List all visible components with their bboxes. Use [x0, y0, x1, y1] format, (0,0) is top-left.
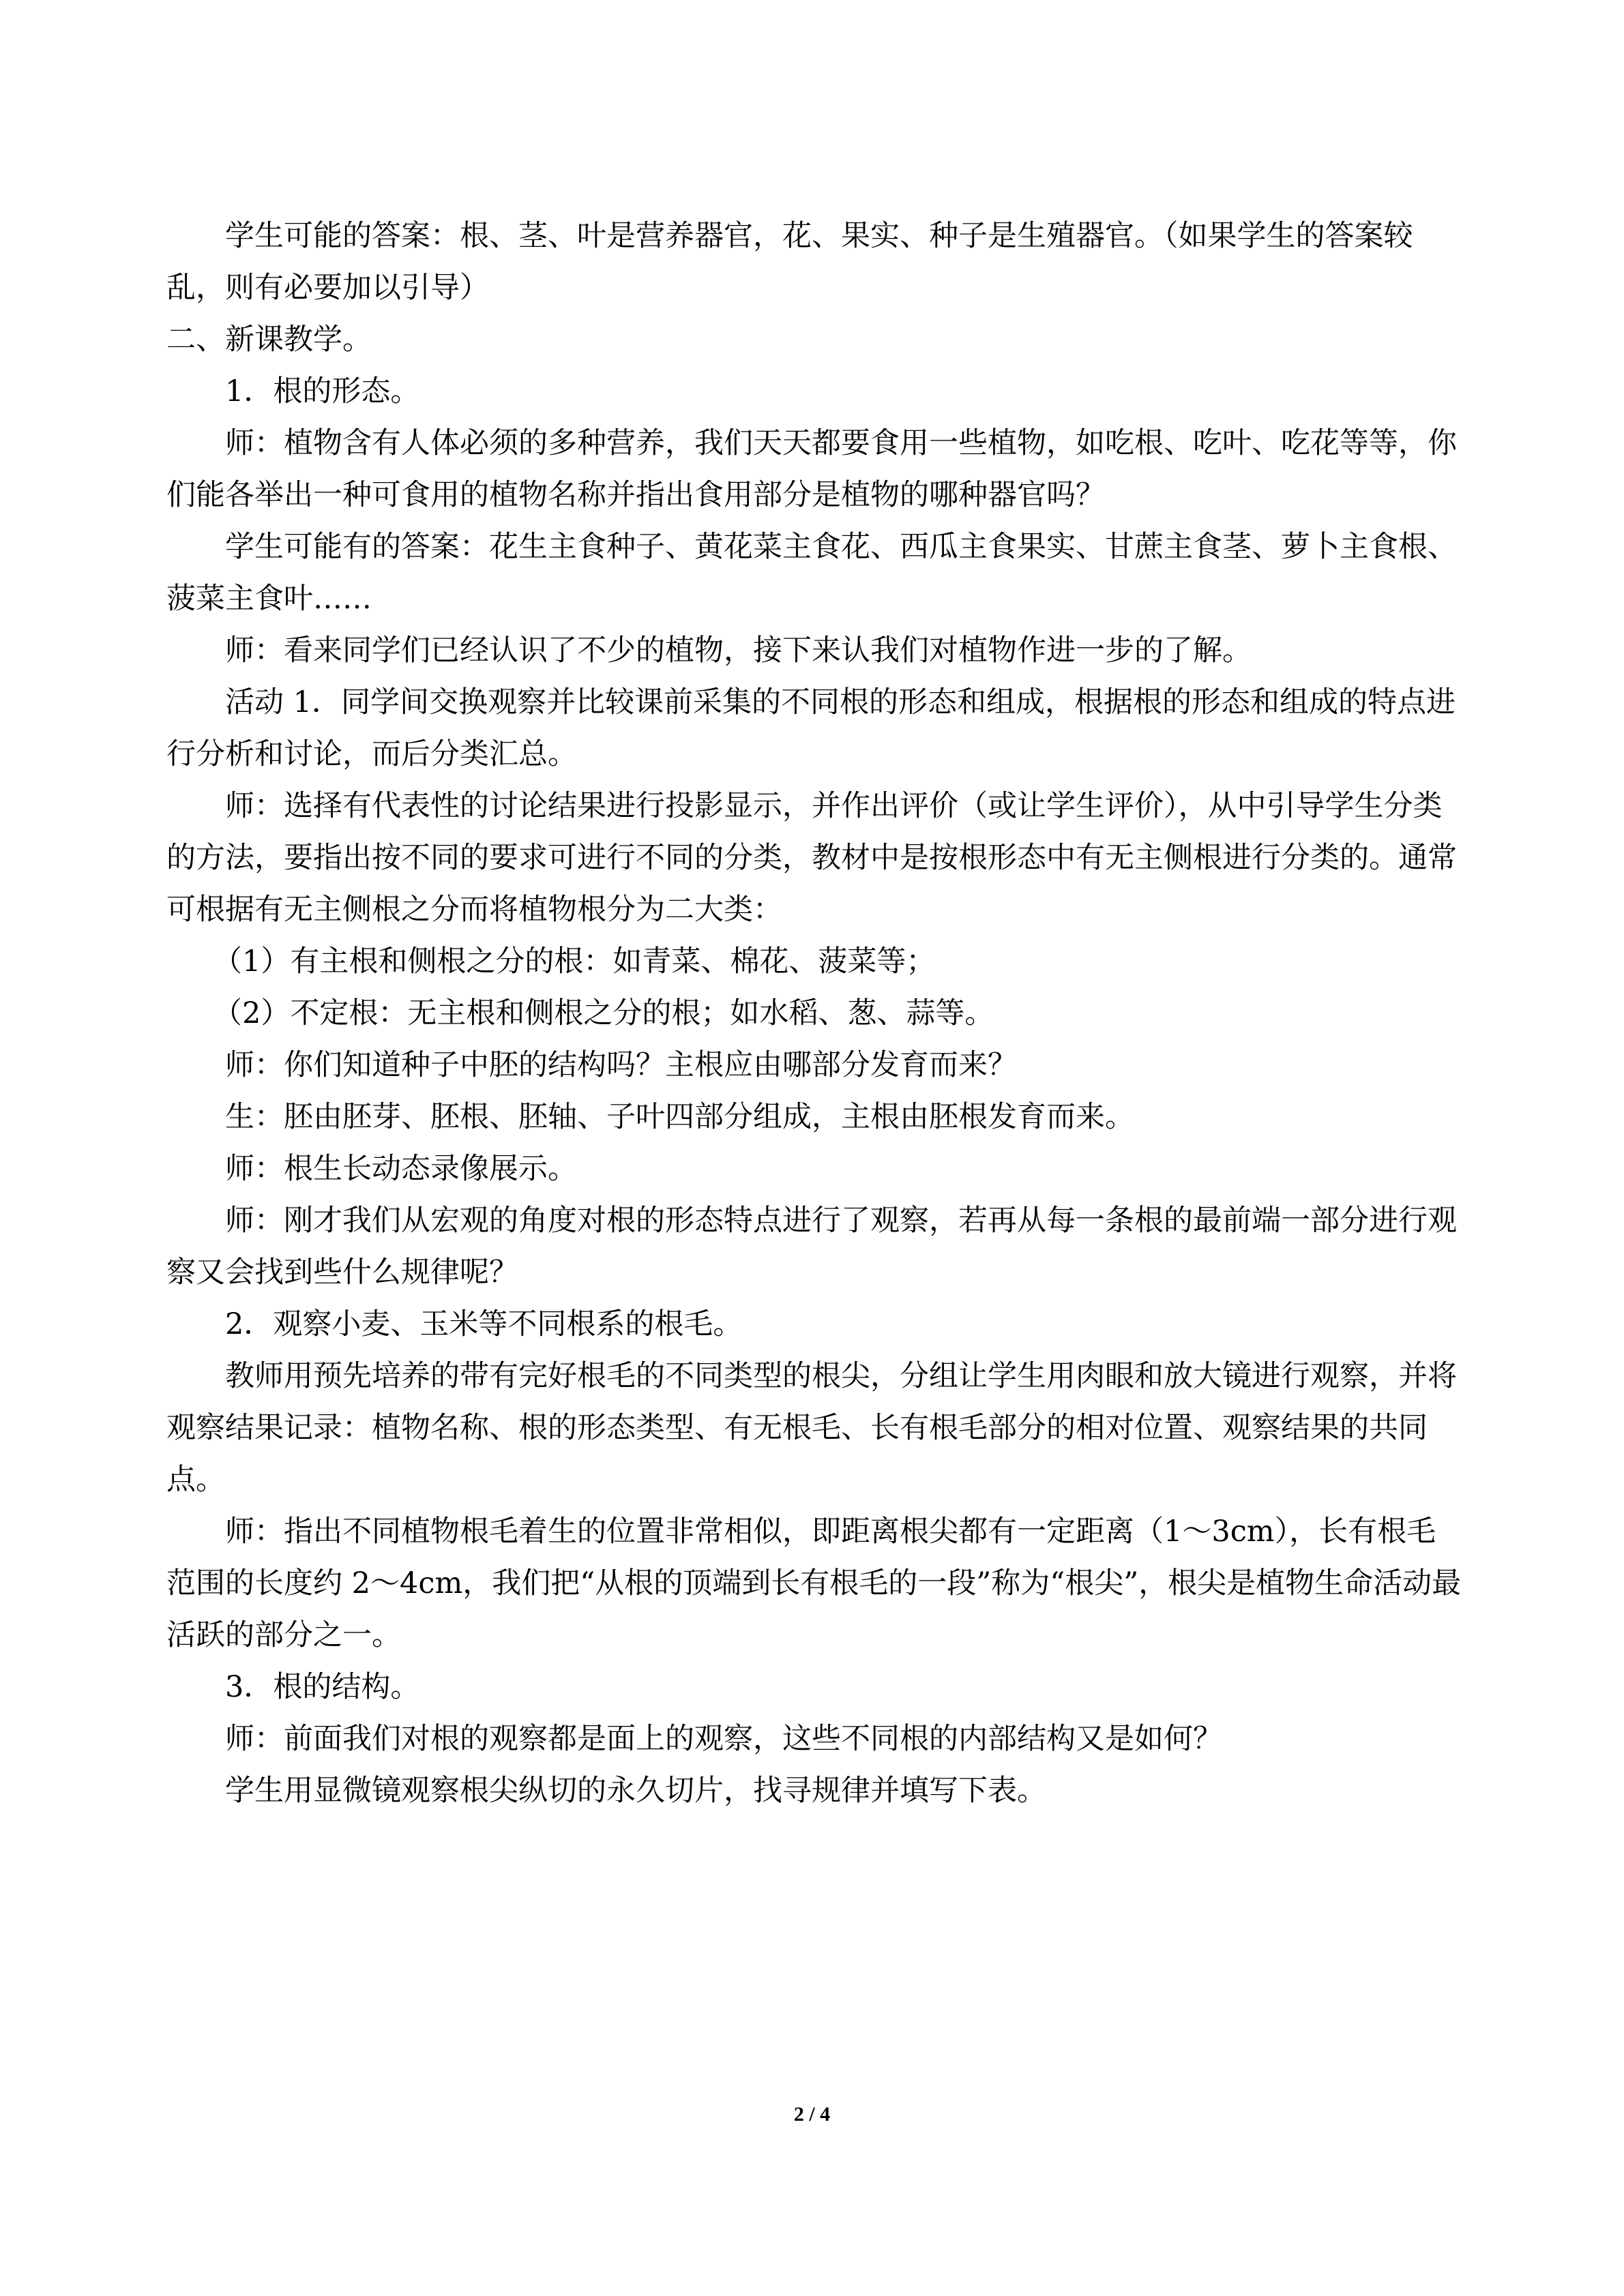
paragraph-teacher-root-tip-definition: 师：指出不同植物根毛着生的位置非常相似，即距离根尖都有一定距离（1～3cm），长有根毛范围的长度约 2～4cm，我们把“从根的顶端到长有根毛的一段”称为“根尖”，根尖是植物生命活动最活跃的部分之一。	[166, 1515, 1462, 1652]
document-body	[166, 210, 1462, 1817]
paragraph-student-possible-answers: 学生可能有的答案：花生主食种子、黄花菜主食花、西瓜主食果实、甘蔗主食茎、萝卜主食根、菠菜主食叶……	[166, 530, 1457, 616]
subheading-root-morphology: 1．根的形态。	[225, 374, 420, 408]
paragraph-activity-1: 活动 1．同学间交换观察并比较课前采集的不同根的形态和组成，根据根的形态和组成的特点进行分析和讨论，而后分类汇总。	[166, 685, 1456, 771]
paragraph-teacher-internal-structure: 师：前面我们对根的观察都是面上的观察，这些不同根的内部结构又是如何？	[225, 1722, 1222, 1756]
paragraph-teacher-observation-task: 教师用预先培养的带有完好根毛的不同类型的根尖，分组让学生用肉眼和放大镜进行观察，并将观察结果记录：植物名称、根的形态类型、有无根毛、长有根毛部分的相对位置、观察结果的共同点。	[166, 1359, 1457, 1497]
paragraph-student-embryo-answer: 生：胚由胚芽、胚根、胚轴、子叶四部分组成，主根由胚根发育而来。	[225, 1100, 1134, 1134]
list-item-adventitious-root: （2）不定根：无主根和侧根之分的根；如水稻、葱、蒜等。	[213, 996, 994, 1030]
page-number: 2 / 4	[793, 2103, 831, 2126]
paragraph-teacher-classification: 师：选择有代表性的讨论结果进行投影显示，并作出评价（或让学生评价），从中引导学生分类的方法，要指出按不同的要求可进行不同的分类，教材中是按根形态中有无主侧根进行分类的。通常可根据有无主侧根之分而将植物根分为二大类：	[166, 789, 1457, 927]
paragraph-teacher-further-understanding: 师：看来同学们已经认识了不少的植物，接下来认我们对植物作进一步的了解。	[225, 633, 1252, 668]
paragraph-teacher-video: 师：根生长动态录像展示。	[225, 1152, 577, 1186]
section-heading-new-lesson: 二、新课教学。	[166, 323, 372, 357]
subheading-root-structure: 3．根的结构。	[225, 1670, 420, 1704]
paragraph-student-microscope: 学生用显微镜观察根尖纵切的永久切片，找寻规律并填写下表。	[225, 1774, 1046, 1808]
subheading-observe-root-hairs: 2．观察小麦、玉米等不同根系的根毛。	[225, 1307, 743, 1341]
list-item-taproot: （1）有主根和侧根之分的根：如青菜、棉花、菠菜等；	[213, 944, 936, 979]
paragraph-student-answer-organs: 学生可能的答案：根、茎、叶是营养器官，花、果实、种子是生殖器官。（如果学生的答案较乱，则有必要加以引导）	[166, 219, 1413, 305]
paragraph-teacher-embryo-question: 师：你们知道种子中胚的结构吗？主根应由哪部分发育而来？	[225, 1048, 1017, 1082]
paragraph-teacher-root-tip-question: 师：刚才我们从宏观的角度对根的形态特点进行了观察，若再从每一条根的最前端一部分进行观察又会找到些什么规律呢？	[166, 1204, 1457, 1289]
paragraph-teacher-edible-plants: 师：植物含有人体必须的多种营养，我们天天都要食用一些植物，如吃根、吃叶、吃花等等，你们能各举出一种可食用的植物名称并指出食用部分是植物的哪种器官吗？	[166, 426, 1457, 512]
